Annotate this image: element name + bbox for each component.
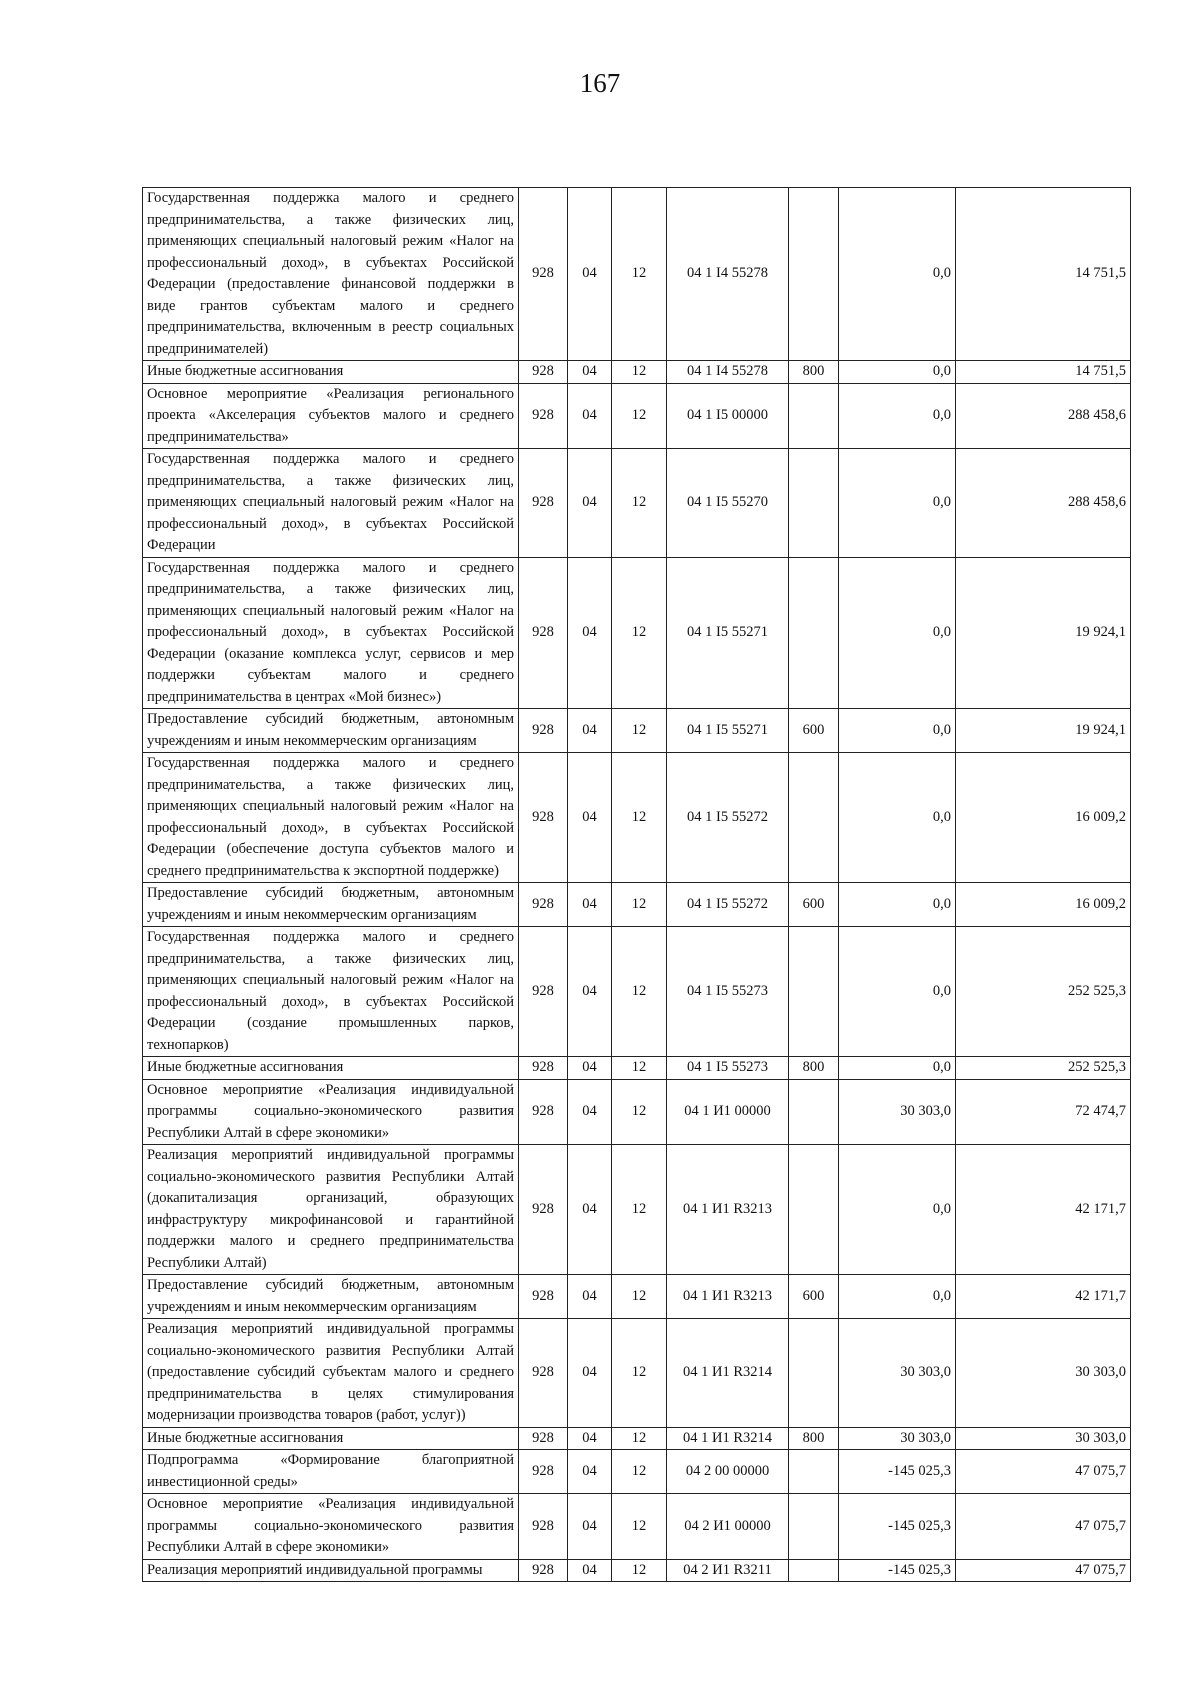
row-name: Основное мероприятие «Реализация индивидуальной программы социально-экономического развития Республики Алтай в сфере экономики» (143, 1079, 519, 1145)
row-grbs: 928 (519, 1145, 568, 1275)
row-grbs: 928 (519, 753, 568, 883)
row-name: Подпрограмма «Формирование благоприятной инвестиционной среды» (143, 1450, 519, 1494)
table-body (143, 188, 1131, 1582)
row-total-amount: 47 075,7 (956, 1494, 1131, 1560)
row-target-article: 04 1 I5 55272 (667, 883, 789, 927)
table-row (143, 1494, 1131, 1560)
row-name: Реализация мероприятий индивидуальной программы социально-экономического развития Республики Алтай (предоставление субсидий субъектам малого и среднего предпринимательства в целях стимулирования модернизации производства товаров (работ, услуг)) (143, 1319, 519, 1428)
row-expense-type (789, 1079, 839, 1145)
row-subsection: 12 (612, 1145, 667, 1275)
row-name: Иные бюджетные ассигнования (143, 1427, 519, 1450)
row-change-amount: 0,0 (839, 361, 956, 384)
row-name: Иные бюджетные ассигнования (143, 361, 519, 384)
row-name: Государственная поддержка малого и среднего предпринимательства, а также физических лиц, применяющих специальный налоговый режим «Налог на профессиональный доход», в субъектах Российской Федерации (оказание комплекса услуг, сервисов и мер поддержки субъектам малого и среднего предпринимательства в центрах «Мой бизнес») (143, 557, 519, 709)
row-expense-type: 600 (789, 1275, 839, 1319)
row-grbs: 928 (519, 383, 568, 449)
row-total-amount: 16 009,2 (956, 883, 1131, 927)
row-section: 04 (568, 1494, 612, 1560)
budget-table (142, 187, 1131, 1582)
row-target-article: 04 1 I4 55278 (667, 361, 789, 384)
row-name: Предоставление субсидий бюджетным, автономным учреждениям и иным некоммерческим организациям (143, 709, 519, 753)
row-section: 04 (568, 1319, 612, 1428)
row-subsection: 12 (612, 361, 667, 384)
row-grbs: 928 (519, 188, 568, 361)
table-row (143, 1057, 1131, 1080)
table-row (143, 1319, 1131, 1428)
table-row (143, 188, 1131, 361)
row-section: 04 (568, 1427, 612, 1450)
row-section: 04 (568, 1275, 612, 1319)
row-subsection: 12 (612, 557, 667, 709)
row-change-amount: 0,0 (839, 449, 956, 558)
row-change-amount: 30 303,0 (839, 1319, 956, 1428)
table-row (143, 1450, 1131, 1494)
row-change-amount: -145 025,3 (839, 1559, 956, 1582)
row-grbs: 928 (519, 709, 568, 753)
row-change-amount: 30 303,0 (839, 1427, 956, 1450)
row-change-amount: 30 303,0 (839, 1079, 956, 1145)
row-subsection: 12 (612, 1427, 667, 1450)
row-section: 04 (568, 449, 612, 558)
row-subsection: 12 (612, 1275, 667, 1319)
row-expense-type: 800 (789, 361, 839, 384)
row-subsection: 12 (612, 1057, 667, 1080)
row-expense-type (789, 1319, 839, 1428)
row-expense-type (789, 557, 839, 709)
row-target-article: 04 1 И1 R3213 (667, 1275, 789, 1319)
row-expense-type (789, 1145, 839, 1275)
row-expense-type: 600 (789, 709, 839, 753)
row-expense-type (789, 449, 839, 558)
row-change-amount: 0,0 (839, 1145, 956, 1275)
row-name: Основное мероприятие «Реализация индивидуальной программы социально-экономического развития Республики Алтай в сфере экономики» (143, 1494, 519, 1560)
row-grbs: 928 (519, 883, 568, 927)
row-section: 04 (568, 927, 612, 1057)
row-target-article: 04 1 I5 55272 (667, 753, 789, 883)
row-expense-type (789, 1559, 839, 1582)
row-subsection: 12 (612, 1319, 667, 1428)
row-subsection: 12 (612, 1450, 667, 1494)
row-grbs: 928 (519, 1450, 568, 1494)
row-change-amount: 0,0 (839, 883, 956, 927)
row-grbs: 928 (519, 449, 568, 558)
row-name: Предоставление субсидий бюджетным, автономным учреждениям и иным некоммерческим организациям (143, 883, 519, 927)
row-change-amount: 0,0 (839, 188, 956, 361)
row-target-article: 04 1 I5 55271 (667, 709, 789, 753)
row-change-amount: 0,0 (839, 1275, 956, 1319)
row-expense-type (789, 927, 839, 1057)
row-section: 04 (568, 361, 612, 384)
row-total-amount: 42 171,7 (956, 1145, 1131, 1275)
table-row (143, 927, 1131, 1057)
row-section: 04 (568, 383, 612, 449)
row-change-amount: -145 025,3 (839, 1450, 956, 1494)
row-total-amount: 288 458,6 (956, 449, 1131, 558)
row-target-article: 04 1 И1 R3214 (667, 1427, 789, 1450)
row-total-amount: 252 525,3 (956, 1057, 1131, 1080)
row-grbs: 928 (519, 1559, 568, 1582)
row-section: 04 (568, 557, 612, 709)
row-grbs: 928 (519, 557, 568, 709)
row-target-article: 04 1 I5 55271 (667, 557, 789, 709)
row-section: 04 (568, 1145, 612, 1275)
table-row (143, 557, 1131, 709)
row-name: Государственная поддержка малого и среднего предпринимательства, а также физических лиц, применяющих специальный налоговый режим «Налог на профессиональный доход», в субъектах Российской Федерации (обеспечение доступа субъектов малого и среднего предпринимательства к экспортной поддержке) (143, 753, 519, 883)
row-expense-type: 800 (789, 1427, 839, 1450)
table-row (143, 883, 1131, 927)
row-subsection: 12 (612, 709, 667, 753)
table-row (143, 449, 1131, 558)
row-total-amount: 16 009,2 (956, 753, 1131, 883)
row-name: Основное мероприятие «Реализация регионального проекта «Акселерация субъектов малого и среднего предпринимательства» (143, 383, 519, 449)
row-expense-type (789, 753, 839, 883)
row-name: Государственная поддержка малого и среднего предпринимательства, а также физических лиц, применяющих специальный налоговый режим «Налог на профессиональный доход», в субъектах Российской Федерации (предоставление финансовой поддержки в виде грантов субъектам малого и среднего предпринимательства, включенным в реестр социальных предпринимателей) (143, 188, 519, 361)
row-name: Иные бюджетные ассигнования (143, 1057, 519, 1080)
row-total-amount: 47 075,7 (956, 1559, 1131, 1582)
row-subsection: 12 (612, 883, 667, 927)
row-change-amount: 0,0 (839, 927, 956, 1057)
row-change-amount: 0,0 (839, 753, 956, 883)
row-subsection: 12 (612, 753, 667, 883)
row-target-article: 04 1 И1 R3213 (667, 1145, 789, 1275)
row-section: 04 (568, 709, 612, 753)
row-total-amount: 42 171,7 (956, 1275, 1131, 1319)
row-target-article: 04 1 I5 55273 (667, 1057, 789, 1080)
row-target-article: 04 1 I5 00000 (667, 383, 789, 449)
row-target-article: 04 1 И1 R3214 (667, 1319, 789, 1428)
row-target-article: 04 1 I5 55270 (667, 449, 789, 558)
table-row (143, 753, 1131, 883)
row-total-amount: 19 924,1 (956, 709, 1131, 753)
row-total-amount: 47 075,7 (956, 1450, 1131, 1494)
row-name: Реализация мероприятий индивидуальной программы (143, 1559, 519, 1582)
row-section: 04 (568, 1450, 612, 1494)
row-expense-type (789, 1494, 839, 1560)
row-section: 04 (568, 883, 612, 927)
table-row (143, 1559, 1131, 1582)
row-grbs: 928 (519, 1494, 568, 1560)
page-number: 167 (579, 68, 621, 98)
row-change-amount: 0,0 (839, 709, 956, 753)
table-row (143, 709, 1131, 753)
row-total-amount: 14 751,5 (956, 361, 1131, 384)
row-target-article: 04 1 И1 00000 (667, 1079, 789, 1145)
row-subsection: 12 (612, 927, 667, 1057)
row-change-amount: 0,0 (839, 557, 956, 709)
row-subsection: 12 (612, 1494, 667, 1560)
row-total-amount: 14 751,5 (956, 188, 1131, 361)
row-name: Предоставление субсидий бюджетным, автономным учреждениям и иным некоммерческим организациям (143, 1275, 519, 1319)
table-row (143, 383, 1131, 449)
row-name: Реализация мероприятий индивидуальной программы социально-экономического развития Республики Алтай (докапитализация организаций, образующих инфраструктуру микрофинансовой и гарантийной поддержки малого и среднего предпринимательства Республики Алтай) (143, 1145, 519, 1275)
row-expense-type: 600 (789, 883, 839, 927)
row-total-amount: 19 924,1 (956, 557, 1131, 709)
row-grbs: 928 (519, 1079, 568, 1145)
row-change-amount: -145 025,3 (839, 1494, 956, 1560)
table-row (143, 361, 1131, 384)
row-expense-type (789, 1450, 839, 1494)
row-change-amount: 0,0 (839, 383, 956, 449)
row-subsection: 12 (612, 1079, 667, 1145)
row-section: 04 (568, 753, 612, 883)
row-target-article: 04 2 00 00000 (667, 1450, 789, 1494)
row-expense-type (789, 188, 839, 361)
row-grbs: 928 (519, 927, 568, 1057)
row-total-amount: 30 303,0 (956, 1319, 1131, 1428)
row-total-amount: 288 458,6 (956, 383, 1131, 449)
table-row (143, 1145, 1131, 1275)
row-name: Государственная поддержка малого и среднего предпринимательства, а также физических лиц, применяющих специальный налоговый режим «Налог на профессиональный доход», в субъектах Российской Федерации (143, 449, 519, 558)
row-subsection: 12 (612, 449, 667, 558)
table-row (143, 1079, 1131, 1145)
row-subsection: 12 (612, 188, 667, 361)
row-section: 04 (568, 1559, 612, 1582)
row-section: 04 (568, 1057, 612, 1080)
row-section: 04 (568, 1079, 612, 1145)
row-total-amount: 30 303,0 (956, 1427, 1131, 1450)
row-target-article: 04 1 I5 55273 (667, 927, 789, 1057)
table-row (143, 1275, 1131, 1319)
row-grbs: 928 (519, 1319, 568, 1428)
row-expense-type: 800 (789, 1057, 839, 1080)
row-grbs: 928 (519, 1275, 568, 1319)
row-grbs: 928 (519, 1427, 568, 1450)
row-grbs: 928 (519, 361, 568, 384)
row-target-article: 04 2 И1 R3211 (667, 1559, 789, 1582)
row-target-article: 04 2 И1 00000 (667, 1494, 789, 1560)
row-subsection: 12 (612, 1559, 667, 1582)
row-expense-type (789, 383, 839, 449)
row-change-amount: 0,0 (839, 1057, 956, 1080)
table-row (143, 1427, 1131, 1450)
row-total-amount: 72 474,7 (956, 1079, 1131, 1145)
row-subsection: 12 (612, 383, 667, 449)
row-section: 04 (568, 188, 612, 361)
row-target-article: 04 1 I4 55278 (667, 188, 789, 361)
row-grbs: 928 (519, 1057, 568, 1080)
row-total-amount: 252 525,3 (956, 927, 1131, 1057)
row-name: Государственная поддержка малого и среднего предпринимательства, а также физических лиц, применяющих специальный налоговый режим «Налог на профессиональный доход», в субъектах Российской Федерации (создание промышленных парков, технопарков) (143, 927, 519, 1057)
